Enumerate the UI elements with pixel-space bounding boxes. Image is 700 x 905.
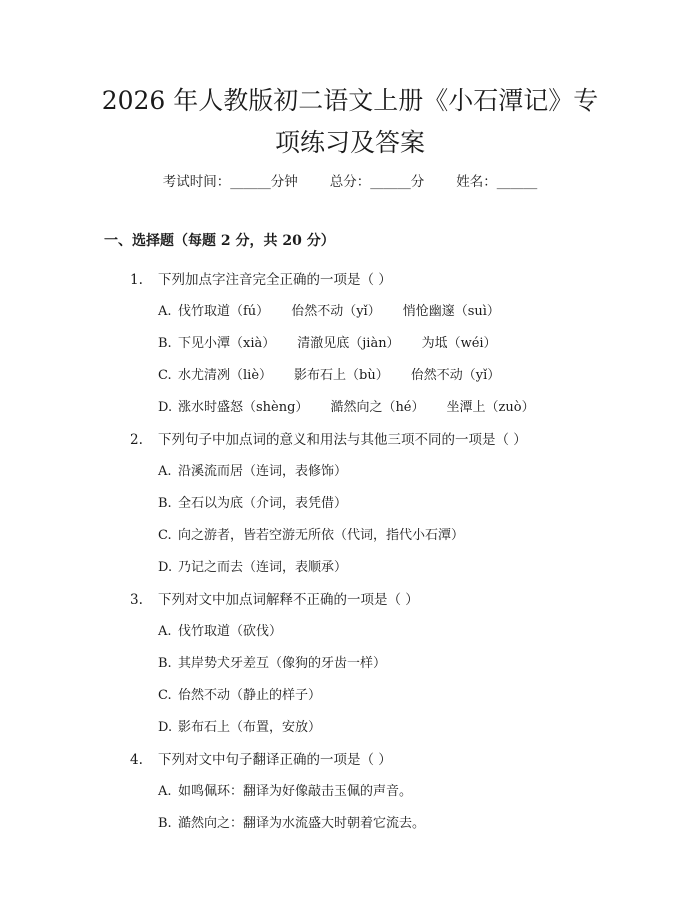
question-stem	[130, 428, 527, 448]
title-line-2: 项练习及答案	[274, 128, 425, 157]
option-text: 如鸣佩环：翻译为好像敲击玉佩的声音。	[178, 784, 413, 799]
option-text: 涨水时盛怒（shèng）	[178, 400, 309, 415]
title-line-1: 2026 年人教版初二语文上册《小石潭记》专	[101, 86, 599, 115]
question-stem	[130, 268, 392, 288]
answer-option	[158, 684, 343, 703]
exam-info	[0, 170, 700, 190]
answer-option	[158, 364, 522, 383]
option-text: 沿溪流而居（连词，表修饰）	[178, 464, 348, 479]
answer-option	[158, 460, 369, 479]
student-name: 姓名：______	[456, 174, 538, 190]
question-text: 下列加点字注音完全正确的一项是（ ）	[158, 272, 392, 288]
option-letter: A.	[158, 464, 172, 479]
option-text: 澔然向之（hé）	[330, 400, 425, 415]
option-text: 为坻（wéi）	[421, 336, 497, 351]
question-text: 下列对文中句子翻译正确的一项是（ ）	[158, 752, 392, 768]
option-letter: D.	[158, 400, 173, 415]
option-text: 悄怆幽邃（suì）	[402, 304, 500, 319]
option-letter: A.	[158, 304, 172, 319]
option-text: 全石以为底（介词，表凭借）	[178, 496, 348, 511]
option-text: 伐竹取道（fú）	[178, 304, 270, 319]
exam-time: 考试时间：______分钟	[162, 174, 298, 190]
option-letter: A.	[158, 784, 172, 799]
answer-option	[158, 396, 557, 415]
option-letter: B.	[158, 496, 172, 511]
answer-option	[158, 812, 447, 831]
option-text: 坐潭上（zuò）	[446, 400, 535, 415]
option-letter: B.	[158, 816, 172, 831]
question-text: 下列句子中加点词的意义和用法与其他三项不同的一项是（ ）	[158, 432, 527, 448]
question-number: 4.	[130, 752, 143, 768]
option-text: 清澈见底（jiàn）	[297, 336, 400, 351]
option-letter: B.	[158, 656, 172, 671]
option-text: 影布石上（布置，安放）	[178, 720, 322, 735]
section-title: 一、选择题（每题 2 分，共 20 分）	[104, 233, 335, 249]
total-score: 总分：______分	[329, 174, 425, 190]
option-text: 澔然向之：翻译为水流盛大时朝着它流去。	[178, 816, 426, 831]
question-number: 1.	[130, 272, 143, 288]
option-letter: D.	[158, 720, 173, 735]
answer-option	[158, 300, 522, 319]
answer-option	[158, 524, 486, 543]
answer-option	[158, 492, 369, 511]
option-text: 伐竹取道（砍伐）	[178, 624, 283, 639]
option-text: 向之游者，皆若空游无所依（代词，指代小石潭）	[178, 528, 465, 543]
option-letter: C.	[158, 528, 172, 543]
option-letter: C.	[158, 688, 172, 703]
question-stem	[130, 588, 419, 608]
question-text: 下列对文中加点词解释不正确的一项是（ ）	[158, 592, 419, 608]
option-text: 佁然不动（yǐ）	[410, 368, 501, 383]
option-text: 下见小潭（xià）	[178, 336, 276, 351]
option-text: 其岸势犬牙差互（像狗的牙齿一样）	[178, 656, 387, 671]
option-letter: B.	[158, 336, 172, 351]
answer-option	[158, 780, 434, 799]
answer-option	[158, 556, 369, 575]
document-title	[60, 80, 640, 164]
question-number: 3.	[130, 592, 143, 608]
option-letter: A.	[158, 624, 172, 639]
option-text: 水尤清冽（liè）	[178, 368, 273, 383]
answer-option	[158, 652, 408, 671]
answer-option	[158, 332, 519, 351]
option-text: 影布石上（bù）	[294, 368, 389, 383]
option-text: 佁然不动（yǐ）	[291, 304, 381, 319]
option-letter: C.	[158, 368, 172, 383]
answer-option	[158, 620, 304, 639]
option-text: 佁然不动（静止的样子）	[178, 688, 322, 703]
question-stem	[130, 748, 392, 768]
option-letter: D.	[158, 560, 173, 575]
question-number: 2.	[130, 432, 143, 448]
option-text: 乃记之而去（连词，表顺承）	[178, 560, 348, 575]
answer-option	[158, 716, 343, 735]
